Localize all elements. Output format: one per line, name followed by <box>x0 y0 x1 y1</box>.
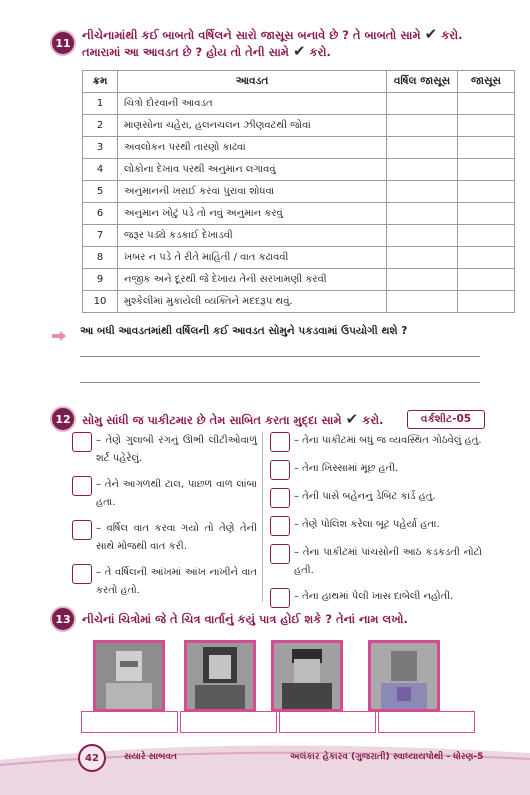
row-skill: જરૂર પડ્યે કડકાઈ દેખાડવી <box>118 225 387 247</box>
worksheet-badge: વર્કશીટ-05 <box>407 410 485 429</box>
row-number: 7 <box>83 225 118 247</box>
item-text: – તે વર્ષિલની આંખમાં આંખ નાખીને વાત કરતો હતો. <box>96 567 257 596</box>
arrow-right-icon <box>52 331 66 341</box>
tick-box[interactable] <box>72 476 92 496</box>
item-text: – તેણે પોલિશ કરેલા બૂટ પહેર્યા હતા. <box>294 519 440 530</box>
item-text: – તેને આગળથી ટાલ, પાછળ વાળ લાંબા હતા. <box>96 479 257 508</box>
row-number: 10 <box>83 291 118 313</box>
name-answer-box-3[interactable] <box>279 711 376 733</box>
q12-header <box>50 406 384 432</box>
character-picture-2 <box>184 640 256 712</box>
row-number: 8 <box>83 247 118 269</box>
q11-number: 11 <box>50 30 76 56</box>
table-row <box>83 247 515 269</box>
tick-box[interactable] <box>270 588 290 608</box>
checkbox-cell[interactable] <box>458 203 515 225</box>
name-answer-box-4[interactable] <box>378 711 475 733</box>
tick-box[interactable] <box>270 544 290 564</box>
tick-box[interactable] <box>270 516 290 536</box>
row-skill: નજીક અને દૂરથી જે દેખાય તેની સરખામણી કરવી <box>118 269 387 291</box>
table-row <box>83 203 515 225</box>
followup-question: આ બધી આવડતમાંથી વર્ષિલની કઈ આવડત સોમુને પકડવામાં ઉપયોગી થશે ? <box>80 325 408 337</box>
tick-box[interactable] <box>72 564 92 584</box>
table-row <box>83 269 515 291</box>
checkbox-cell[interactable] <box>458 269 515 291</box>
character-picture-1 <box>93 640 165 712</box>
checkbox-cell[interactable] <box>387 225 458 247</box>
table-row <box>83 291 515 313</box>
table-row <box>83 115 515 137</box>
checkbox-cell[interactable] <box>458 181 515 203</box>
row-skill: લોકોના દેખાવ પરથી અનુમાન લગાવવું <box>118 159 387 181</box>
row-number: 4 <box>83 159 118 181</box>
table-row <box>83 93 515 115</box>
tick-box[interactable] <box>72 432 92 452</box>
footer-right-text: અલંકાર હેકારવ (ગુજરાતી) સ્વાધ્યાયપોથી - ધોરણ-5 <box>290 752 484 762</box>
item-text: – તેના પાકીટમાં બધું જ વ્યવસ્થિત ગોઠવેલું હતું. <box>294 435 482 446</box>
list-item <box>72 432 257 468</box>
row-skill: માણસોના ચહેરા, હલનચલન ઝીણવટથી જોવાં <box>118 115 387 137</box>
q11-text-line2: તમારામાં આ આવડત છે ? હોય તો તેની સામે <box>82 45 289 59</box>
row-number: 2 <box>83 115 118 137</box>
list-item <box>270 460 482 480</box>
checkbox-cell[interactable] <box>387 269 458 291</box>
checkbox-cell[interactable] <box>387 291 458 313</box>
tick-box[interactable] <box>270 488 290 508</box>
q11-header <box>50 26 463 60</box>
checkbox-cell[interactable] <box>458 225 515 247</box>
row-number: 3 <box>83 137 118 159</box>
page-number: 42 <box>78 744 106 772</box>
item-text: – તેની પાસે બહેનનું ડેબિટ કાર્ડ હતું. <box>294 491 436 502</box>
checkbox-cell[interactable] <box>387 93 458 115</box>
row-skill: મુશ્કેલીમાં મુકાયેલી વ્યક્તિને મદદરૂપ થવું. <box>118 291 387 313</box>
q12-right-column <box>270 432 482 616</box>
q13-text: નીચેનાં ચિત્રોમાં જે તે ચિત્ર વાર્તાનું કયું પાત્ર હોઈ શકે ? તેનાં નામ લખો. <box>82 612 408 626</box>
checkbox-cell[interactable] <box>458 159 515 181</box>
q13-number: 13 <box>50 606 76 632</box>
q11-text-line2-end: કરો. <box>309 45 331 59</box>
row-number: 9 <box>83 269 118 291</box>
col-header-number: ક્રમ <box>83 71 118 93</box>
row-number: 1 <box>83 93 118 115</box>
checkbox-cell[interactable] <box>458 291 515 313</box>
row-skill: ખબર ન પડે તે રીતે માહિતી / વાત કઢાવવી <box>118 247 387 269</box>
list-item <box>270 516 482 536</box>
row-skill: અનુમાન ખોટું પડે તો નવું અનુમાન કરવું <box>118 203 387 225</box>
checkmark-icon: ✔ <box>292 42 306 60</box>
checkbox-cell[interactable] <box>387 203 458 225</box>
col-header-varshil: વર્ષિલ જાસૂસ <box>387 71 458 93</box>
checkbox-cell[interactable] <box>458 93 515 115</box>
checkmark-icon: ✔ <box>424 25 438 43</box>
table-header-row <box>83 71 515 93</box>
list-item <box>72 520 257 556</box>
col-header-skill: આવડત <box>118 71 387 93</box>
row-skill: અવલોકન પરથી તારણો કાઢવાં <box>118 137 387 159</box>
checkbox-cell[interactable] <box>387 137 458 159</box>
table-row <box>83 159 515 181</box>
item-text: – તેના ખિસ્સામાં મૂછ હતી. <box>294 463 399 474</box>
row-skill: અનુમાનની ખરાઈ કરવા પુરાવા શોધવા <box>118 181 387 203</box>
row-number: 5 <box>83 181 118 203</box>
tick-box[interactable] <box>270 432 290 452</box>
name-answer-box-1[interactable] <box>81 711 178 733</box>
q12-text-end: કરો. <box>362 412 384 427</box>
item-text: – વર્ષિલ વાત કરવા ગયો તો તેણે તેની સાથે મોજથી વાત કરી. <box>96 523 257 552</box>
row-number: 6 <box>83 203 118 225</box>
answer-line[interactable] <box>80 356 480 357</box>
q12-number: 12 <box>50 406 76 432</box>
q11-text-line1-end: કરો. <box>441 28 463 42</box>
q11-text-line1: નીચેનામાંથી કઈ બાબતો વર્ષિલને સારો જાસૂસ બનાવે છે ? તે બાબતો સામે <box>82 28 421 42</box>
row-skill: ચિત્રો દોરવાની આવડત <box>118 93 387 115</box>
q12-text: સોમુ સાંધી જ પાકીટમાર છે તેમ સાબિત કરતા મુદ્દા સામે <box>82 412 342 427</box>
list-item <box>270 488 482 508</box>
footer-left-text: સયારે સાબવત <box>124 752 177 762</box>
list-item <box>270 432 482 452</box>
list-item <box>270 544 482 580</box>
tick-box[interactable] <box>72 520 92 540</box>
item-text: – તેના પાકીટમાં પાંચસોની આઠ કડકડતી નોટો હતી. <box>294 547 482 576</box>
table-row <box>83 225 515 247</box>
table-row <box>83 137 515 159</box>
skills-table <box>82 70 515 313</box>
q12-left-column <box>72 432 257 608</box>
checkbox-cell[interactable] <box>387 181 458 203</box>
checkbox-cell[interactable] <box>387 159 458 181</box>
checkbox-cell[interactable] <box>387 115 458 137</box>
checkbox-cell[interactable] <box>458 115 515 137</box>
name-answer-box-2[interactable] <box>180 711 277 733</box>
character-picture-4 <box>368 640 440 712</box>
q13-header <box>50 606 408 632</box>
item-text: – તેણે ગુલાબી રંગનું ઊભી લીટીઓવાળું શર્ટ પહેરેલું. <box>96 435 257 464</box>
checkbox-cell[interactable] <box>387 247 458 269</box>
character-picture-3 <box>271 640 343 712</box>
table-row <box>83 181 515 203</box>
column-divider <box>262 432 263 602</box>
list-item <box>72 564 257 600</box>
checkbox-cell[interactable] <box>458 247 515 269</box>
checkbox-cell[interactable] <box>458 137 515 159</box>
list-item <box>72 476 257 512</box>
checkmark-icon: ✔ <box>345 409 359 428</box>
col-header-detective: જાસૂસ <box>458 71 515 93</box>
answer-line[interactable] <box>80 382 480 383</box>
item-text: – તેના હાથમાં પેલી ખાસ દાબેલી નહોતી. <box>294 591 454 602</box>
tick-box[interactable] <box>270 460 290 480</box>
list-item <box>270 588 482 608</box>
